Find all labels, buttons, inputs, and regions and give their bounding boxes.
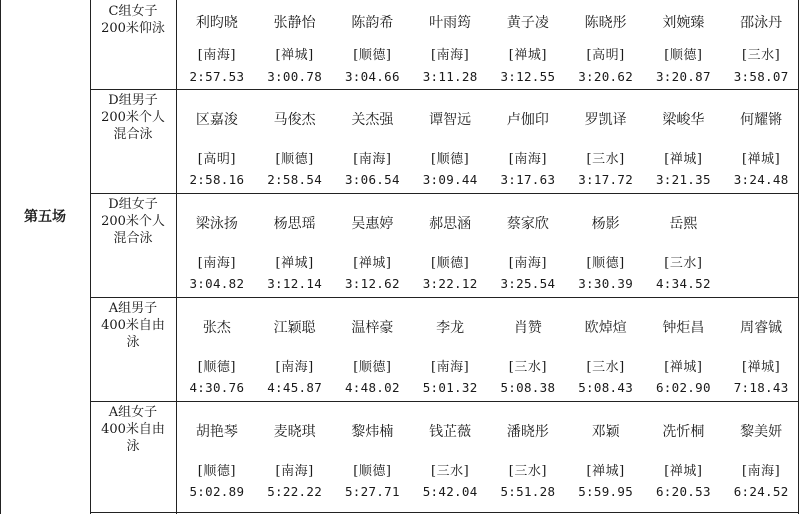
athlete-time: 6:24.52	[733, 484, 789, 499]
event-title-line: 混合泳	[113, 231, 153, 246]
athlete-time: 4:34.52	[655, 276, 711, 291]
athlete-club: [南海]	[742, 464, 781, 479]
athlete-name: 关杰强	[351, 112, 394, 128]
athlete-name: 冼忻桐	[662, 424, 705, 440]
athlete-name: 马俊杰	[273, 112, 316, 128]
athlete-name: 李龙	[436, 320, 465, 336]
athlete-name: 陈韵希	[351, 15, 394, 31]
event-title	[96, 300, 170, 351]
athlete-name: 欧焯煊	[584, 320, 627, 336]
athlete-club: [顺德]	[353, 48, 392, 63]
athlete-club: [禅城]	[275, 48, 314, 63]
athlete-club: [三水]	[508, 360, 547, 375]
athlete-name: 梁泳扬	[195, 216, 238, 232]
athlete-time: 3:12.14	[267, 276, 323, 291]
athlete-club: [三水]	[431, 464, 470, 479]
athlete-name: 邓颖	[591, 424, 620, 440]
athlete-name: 何耀锵	[740, 112, 783, 128]
athlete-time: 2:58.16	[189, 172, 245, 187]
athlete-name: 区嘉浚	[195, 112, 238, 128]
athlete-time: 6:02.90	[655, 380, 711, 395]
athlete-club: [三水]	[586, 152, 625, 167]
event-title	[96, 3, 170, 37]
athlete-club: [顺德]	[431, 256, 470, 271]
athlete-club: [南海]	[197, 48, 236, 63]
athlete-club: [南海]	[275, 464, 314, 479]
athlete-time: 4:30.76	[189, 380, 245, 395]
athlete-time: 3:21.35	[655, 172, 711, 187]
event-title-line: A组男子	[108, 301, 158, 316]
athlete-time: 5:51.28	[500, 484, 556, 499]
athlete-club: [南海]	[431, 48, 470, 63]
athlete-time: 5:22.22	[267, 484, 323, 499]
athlete-club: [南海]	[431, 360, 470, 375]
athlete-name: 利昀晓	[195, 15, 238, 31]
athlete-club: [顺德]	[197, 360, 236, 375]
athlete-name: 麦晓琪	[273, 424, 316, 440]
athlete-name: 吴惠婷	[351, 216, 394, 232]
athlete-name: 罗凯译	[584, 112, 627, 128]
athlete-time: 3:58.07	[733, 69, 789, 84]
athlete-time: 5:42.04	[422, 484, 478, 499]
athlete-time: 4:48.02	[344, 380, 400, 395]
athlete-time: 2:57.53	[189, 69, 245, 84]
athlete-club: [禅城]	[742, 360, 781, 375]
athlete-club: [南海]	[353, 152, 392, 167]
athlete-name: 钱芷薇	[429, 424, 472, 440]
athlete-time: 6:20.53	[655, 484, 711, 499]
event-title	[96, 404, 170, 455]
athlete-club: [南海]	[197, 256, 236, 271]
event-title	[96, 196, 170, 247]
athlete-time: 5:27.71	[344, 484, 400, 499]
athlete-time: 3:20.87	[655, 69, 711, 84]
athlete-name: 陈晓彤	[584, 15, 627, 31]
athlete-name: 肖赞	[513, 320, 542, 336]
event-title-line: C组女子	[108, 4, 158, 19]
athlete-time: 3:04.66	[344, 69, 400, 84]
athlete-club: [顺德]	[586, 256, 625, 271]
athlete-club: [三水]	[586, 360, 625, 375]
athlete-name: 叶雨筠	[429, 15, 472, 31]
athlete-club: [禅城]	[664, 464, 703, 479]
athlete-name: 黄子凌	[506, 15, 549, 31]
event-title-line: A组女子	[108, 405, 158, 420]
athlete-time: 3:24.48	[733, 172, 789, 187]
athlete-time: 2:58.54	[267, 172, 323, 187]
athlete-name: 黎美妍	[740, 424, 783, 440]
athlete-time: 5:01.32	[422, 380, 478, 395]
event-title-line: D组男子	[108, 93, 158, 108]
athlete-time: 5:59.95	[578, 484, 634, 499]
athlete-name: 岳熙	[669, 216, 698, 232]
event-title-line: 200米个人	[101, 110, 165, 125]
event-title-line: 泳	[126, 335, 140, 350]
athlete-name: 钟炬昌	[662, 320, 705, 336]
athlete-club: [高明]	[586, 48, 625, 63]
athlete-club: [顺德]	[664, 48, 703, 63]
row-divider	[90, 89, 799, 90]
table-bottom-border	[90, 512, 799, 513]
event-title-line: D组女子	[108, 197, 158, 212]
athlete-club: [三水]	[742, 48, 781, 63]
athlete-club: [三水]	[508, 464, 547, 479]
athlete-name: 胡艳琴	[195, 424, 238, 440]
event-title-line: 混合泳	[113, 127, 153, 142]
row-divider	[90, 401, 799, 402]
athlete-time: 3:25.54	[500, 276, 556, 291]
athlete-time: 3:06.54	[344, 172, 400, 187]
athlete-name: 温梓豪	[351, 320, 394, 336]
athlete-time: 3:20.62	[578, 69, 634, 84]
athlete-time: 3:22.12	[422, 276, 478, 291]
athlete-club: [南海]	[508, 152, 547, 167]
athlete-time: 3:09.44	[422, 172, 478, 187]
athlete-time: 5:08.43	[578, 380, 634, 395]
athlete-club: [顺德]	[197, 464, 236, 479]
event-title	[96, 92, 170, 143]
athlete-time: 3:04.82	[189, 276, 245, 291]
athlete-club: [禅城]	[353, 256, 392, 271]
row-divider	[90, 297, 799, 298]
athlete-name: 蔡家欣	[506, 216, 549, 232]
athlete-time: 3:11.28	[422, 69, 478, 84]
athlete-name: 张静怡	[273, 15, 316, 31]
athlete-club: [禅城]	[664, 152, 703, 167]
athlete-club: [顺德]	[275, 152, 314, 167]
event-title-line: 400米自由	[101, 318, 165, 333]
athlete-name: 卢伽印	[506, 112, 549, 128]
athlete-time: 7:18.43	[733, 380, 789, 395]
athlete-time: 5:02.89	[189, 484, 245, 499]
athlete-club: [南海]	[508, 256, 547, 271]
athlete-name: 江颖聪	[273, 320, 316, 336]
athlete-name: 张杰	[202, 320, 231, 336]
athlete-time: 3:30.39	[578, 276, 634, 291]
session-column-divider	[90, 0, 91, 514]
athlete-club: [禅城]	[508, 48, 547, 63]
athlete-name: 杨思瑶	[273, 216, 316, 232]
athlete-time: 3:12.55	[500, 69, 556, 84]
table-left-border	[0, 0, 1, 514]
session-label: 第五场	[24, 209, 66, 225]
athlete-name: 黎炜楠	[351, 424, 394, 440]
athlete-club: [禅城]	[586, 464, 625, 479]
athlete-time: 3:00.78	[267, 69, 323, 84]
athlete-time: 4:45.87	[267, 380, 323, 395]
athlete-club: [禅城]	[275, 256, 314, 271]
athlete-club: [南海]	[275, 360, 314, 375]
event-title-line: 200米仰泳	[101, 21, 165, 36]
athlete-name: 杨影	[591, 216, 620, 232]
athlete-name: 郝思涵	[429, 216, 472, 232]
athlete-name: 谭智远	[429, 112, 472, 128]
athlete-club: [禅城]	[664, 360, 703, 375]
athlete-time: 3:12.62	[344, 276, 400, 291]
athlete-time: 3:17.72	[578, 172, 634, 187]
athlete-name: 潘晓彤	[506, 424, 549, 440]
athlete-name: 周睿铖	[740, 320, 783, 336]
athlete-club: [三水]	[664, 256, 703, 271]
event-title-line: 400米自由	[101, 422, 165, 437]
athlete-club: [顺德]	[431, 152, 470, 167]
event-title-line: 200米个人	[101, 214, 165, 229]
athlete-name: 刘婉臻	[662, 15, 705, 31]
athlete-time: 5:08.38	[500, 380, 556, 395]
event-title-line: 泳	[126, 439, 140, 454]
athlete-club: [高明]	[197, 152, 236, 167]
athlete-club: [顺德]	[353, 360, 392, 375]
athlete-time: 3:17.63	[500, 172, 556, 187]
row-divider	[90, 193, 799, 194]
athlete-name: 邵泳丹	[740, 15, 783, 31]
athlete-club: [顺德]	[353, 464, 392, 479]
athlete-name: 梁峻华	[662, 112, 705, 128]
athlete-club: [禅城]	[742, 152, 781, 167]
